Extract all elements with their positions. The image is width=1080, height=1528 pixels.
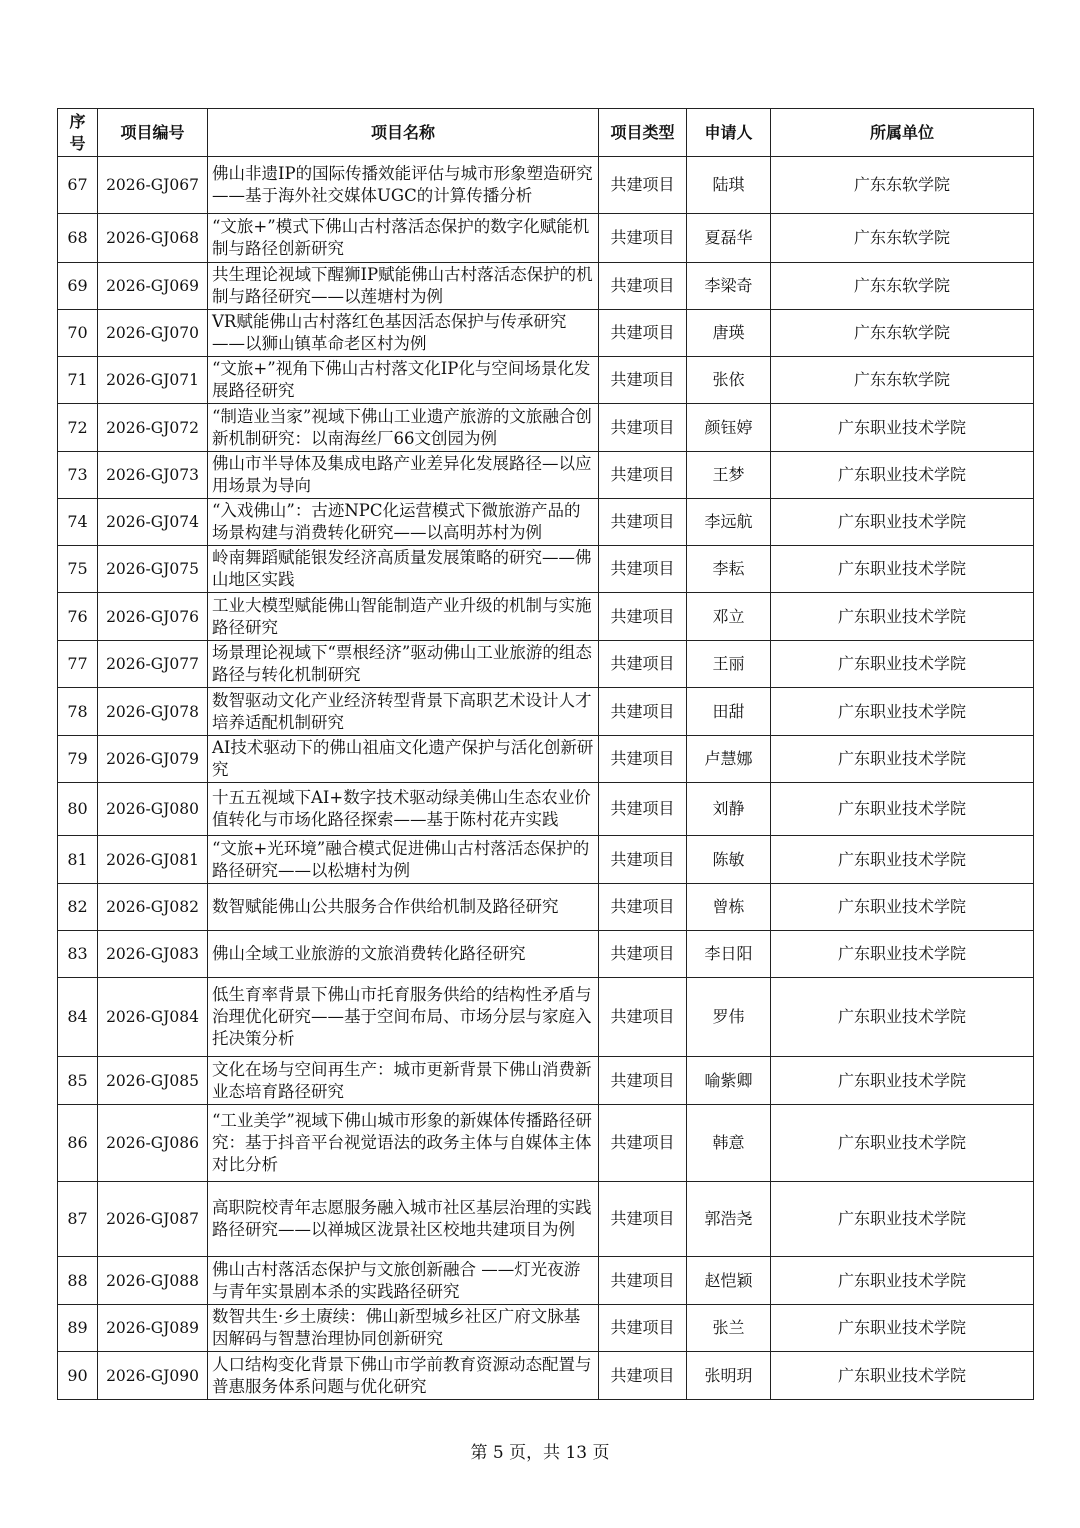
header-unit: 所属单位 xyxy=(771,109,1034,157)
cell-code: 2026-GJ081 xyxy=(98,836,208,884)
cell-code: 2026-GJ076 xyxy=(98,593,208,641)
cell-project-name: 佛山非遗IP的国际传播效能评估与城市形象塑造研究——基于海外社交媒体UGC的计算传播分析 xyxy=(208,157,599,214)
cell-no: 71 xyxy=(58,357,98,404)
project-list-sheet xyxy=(57,108,1033,1400)
cell-type: 共建项目 xyxy=(599,1057,687,1105)
cell-applicant: 喻紫卿 xyxy=(687,1057,771,1105)
cell-code: 2026-GJ083 xyxy=(98,931,208,978)
cell-code: 2026-GJ088 xyxy=(98,1257,208,1305)
cell-type: 共建项目 xyxy=(599,1305,687,1352)
cell-code: 2026-GJ077 xyxy=(98,641,208,688)
header-no: 序号 xyxy=(58,109,98,157)
cell-project-name: “工业美学”视域下佛山城市形象的新媒体传播路径研究：基于抖音平台视觉语法的政务主体与自媒体主体对比分析 xyxy=(208,1105,599,1182)
cell-project-name: AI技术驱动下的佛山祖庙文化遗产保护与活化创新研究 xyxy=(208,736,599,783)
cell-unit: 广东职业技术学院 xyxy=(771,452,1034,499)
cell-no: 84 xyxy=(58,978,98,1057)
cell-no: 85 xyxy=(58,1057,98,1105)
cell-project-name: VR赋能佛山古村落红色基因活态保护与传承研究——以狮山镇革命老区村为例 xyxy=(208,310,599,357)
cell-project-name: 数智赋能佛山公共服务合作供给机制及路径研究 xyxy=(208,884,599,931)
cell-no: 78 xyxy=(58,688,98,736)
cell-no: 89 xyxy=(58,1305,98,1352)
table-row xyxy=(58,1105,1034,1182)
cell-applicant: 刘静 xyxy=(687,783,771,836)
cell-no: 81 xyxy=(58,836,98,884)
cell-code: 2026-GJ080 xyxy=(98,783,208,836)
cell-unit: 广东职业技术学院 xyxy=(771,836,1034,884)
cell-applicant: 韩意 xyxy=(687,1105,771,1182)
cell-type: 共建项目 xyxy=(599,978,687,1057)
cell-code: 2026-GJ073 xyxy=(98,452,208,499)
cell-type: 共建项目 xyxy=(599,1182,687,1257)
cell-type: 共建项目 xyxy=(599,1257,687,1305)
cell-unit: 广东职业技术学院 xyxy=(771,736,1034,783)
cell-unit: 广东职业技术学院 xyxy=(771,499,1034,546)
cell-applicant: 李耘 xyxy=(687,546,771,593)
cell-type: 共建项目 xyxy=(599,214,687,263)
cell-project-name: 岭南舞蹈赋能银发经济高质量发展策略的研究——佛山地区实践 xyxy=(208,546,599,593)
cell-applicant: 陈敏 xyxy=(687,836,771,884)
cell-code: 2026-GJ087 xyxy=(98,1182,208,1257)
cell-unit: 广东职业技术学院 xyxy=(771,931,1034,978)
cell-applicant: 王丽 xyxy=(687,641,771,688)
cell-code: 2026-GJ075 xyxy=(98,546,208,593)
cell-no: 80 xyxy=(58,783,98,836)
table-row xyxy=(58,1305,1034,1352)
table-row xyxy=(58,357,1034,404)
cell-type: 共建项目 xyxy=(599,1105,687,1182)
header-name: 项目名称 xyxy=(208,109,599,157)
cell-no: 70 xyxy=(58,310,98,357)
cell-applicant: 田甜 xyxy=(687,688,771,736)
table-row xyxy=(58,736,1034,783)
cell-no: 86 xyxy=(58,1105,98,1182)
cell-no: 88 xyxy=(58,1257,98,1305)
cell-applicant: 张兰 xyxy=(687,1305,771,1352)
cell-project-name: “制造业当家”视域下佛山工业遗产旅游的文旅融合创新机制研究：以南海丝厂66文创园为例 xyxy=(208,404,599,452)
table-row xyxy=(58,884,1034,931)
cell-no: 83 xyxy=(58,931,98,978)
cell-no: 77 xyxy=(58,641,98,688)
cell-code: 2026-GJ085 xyxy=(98,1057,208,1105)
cell-no: 74 xyxy=(58,499,98,546)
cell-type: 共建项目 xyxy=(599,641,687,688)
cell-project-name: 工业大模型赋能佛山智能制造产业升级的机制与实施路径研究 xyxy=(208,593,599,641)
table-row xyxy=(58,499,1034,546)
cell-applicant: 陆琪 xyxy=(687,157,771,214)
table-row xyxy=(58,1352,1034,1400)
table-row xyxy=(58,263,1034,310)
cell-project-name: 高职院校青年志愿服务融入城市社区基层治理的实践路径研究——以禅城区泷景社区校地共建项目为例 xyxy=(208,1182,599,1257)
cell-type: 共建项目 xyxy=(599,931,687,978)
cell-code: 2026-GJ079 xyxy=(98,736,208,783)
cell-code: 2026-GJ072 xyxy=(98,404,208,452)
table-row xyxy=(58,836,1034,884)
cell-code: 2026-GJ074 xyxy=(98,499,208,546)
table-row xyxy=(58,404,1034,452)
cell-project-name: 十五五视域下AI+数字技术驱动绿美佛山生态农业价值转化与市场化路径探索——基于陈村花卉实践 xyxy=(208,783,599,836)
cell-code: 2026-GJ090 xyxy=(98,1352,208,1400)
cell-type: 共建项目 xyxy=(599,783,687,836)
cell-no: 76 xyxy=(58,593,98,641)
cell-type: 共建项目 xyxy=(599,357,687,404)
cell-unit: 广东东软学院 xyxy=(771,263,1034,310)
cell-unit: 广东东软学院 xyxy=(771,357,1034,404)
cell-applicant: 颜钰婷 xyxy=(687,404,771,452)
cell-unit: 广东职业技术学院 xyxy=(771,783,1034,836)
cell-unit: 广东东软学院 xyxy=(771,157,1034,214)
cell-type: 共建项目 xyxy=(599,884,687,931)
cell-project-name: 佛山古村落活态保护与文旅创新融合 ——灯光夜游与青年实景剧本杀的实践路径研究 xyxy=(208,1257,599,1305)
table-row xyxy=(58,310,1034,357)
cell-project-name: 佛山市半导体及集成电路产业差异化发展路径—以应用场景为导向 xyxy=(208,452,599,499)
cell-code: 2026-GJ071 xyxy=(98,357,208,404)
cell-unit: 广东东软学院 xyxy=(771,310,1034,357)
header-code: 项目编号 xyxy=(98,109,208,157)
cell-code: 2026-GJ078 xyxy=(98,688,208,736)
cell-code: 2026-GJ070 xyxy=(98,310,208,357)
cell-type: 共建项目 xyxy=(599,836,687,884)
table-row xyxy=(58,688,1034,736)
cell-project-name: “文旅+”视角下佛山古村落文化IP化与空间场景化发展路径研究 xyxy=(208,357,599,404)
cell-applicant: 赵恺颖 xyxy=(687,1257,771,1305)
cell-no: 69 xyxy=(58,263,98,310)
cell-type: 共建项目 xyxy=(599,310,687,357)
cell-applicant: 王梦 xyxy=(687,452,771,499)
table-row xyxy=(58,452,1034,499)
table-row xyxy=(58,978,1034,1057)
project-table xyxy=(57,108,1034,1400)
cell-code: 2026-GJ069 xyxy=(98,263,208,310)
cell-code: 2026-GJ068 xyxy=(98,214,208,263)
cell-applicant: 罗伟 xyxy=(687,978,771,1057)
cell-unit: 广东职业技术学院 xyxy=(771,404,1034,452)
cell-no: 67 xyxy=(58,157,98,214)
cell-type: 共建项目 xyxy=(599,688,687,736)
cell-unit: 广东职业技术学院 xyxy=(771,1305,1034,1352)
table-row xyxy=(58,214,1034,263)
cell-type: 共建项目 xyxy=(599,736,687,783)
cell-no: 75 xyxy=(58,546,98,593)
cell-type: 共建项目 xyxy=(599,263,687,310)
table-row xyxy=(58,641,1034,688)
cell-project-name: 共生理论视域下醒狮IP赋能佛山古村落活态保护的机制与路径研究——以莲塘村为例 xyxy=(208,263,599,310)
cell-code: 2026-GJ084 xyxy=(98,978,208,1057)
table-row xyxy=(58,931,1034,978)
header-type: 项目类型 xyxy=(599,109,687,157)
cell-applicant: 李远航 xyxy=(687,499,771,546)
cell-type: 共建项目 xyxy=(599,1352,687,1400)
table-row xyxy=(58,546,1034,593)
cell-no: 82 xyxy=(58,884,98,931)
cell-unit: 广东职业技术学院 xyxy=(771,1257,1034,1305)
cell-no: 79 xyxy=(58,736,98,783)
table-row xyxy=(58,1057,1034,1105)
cell-project-name: “文旅+光环境”融合模式促进佛山古村落活态保护的路径研究——以松塘村为例 xyxy=(208,836,599,884)
cell-project-name: 场景理论视域下“票根经济”驱动佛山工业旅游的组态路径与转化机制研究 xyxy=(208,641,599,688)
cell-project-name: 文化在场与空间再生产：城市更新背景下佛山消费新业态培育路径研究 xyxy=(208,1057,599,1105)
cell-code: 2026-GJ089 xyxy=(98,1305,208,1352)
cell-type: 共建项目 xyxy=(599,593,687,641)
table-row xyxy=(58,1257,1034,1305)
table-row xyxy=(58,1182,1034,1257)
cell-unit: 广东职业技术学院 xyxy=(771,546,1034,593)
cell-no: 72 xyxy=(58,404,98,452)
cell-unit: 广东职业技术学院 xyxy=(771,1352,1034,1400)
cell-unit: 广东职业技术学院 xyxy=(771,688,1034,736)
page-number: 第 5 页，共 13 页 xyxy=(470,1443,610,1463)
cell-no: 90 xyxy=(58,1352,98,1400)
cell-unit: 广东东软学院 xyxy=(771,214,1034,263)
cell-applicant: 卢慧娜 xyxy=(687,736,771,783)
cell-code: 2026-GJ086 xyxy=(98,1105,208,1182)
cell-type: 共建项目 xyxy=(599,452,687,499)
cell-unit: 广东职业技术学院 xyxy=(771,884,1034,931)
cell-type: 共建项目 xyxy=(599,404,687,452)
cell-applicant: 郭浩尧 xyxy=(687,1182,771,1257)
cell-project-name: “入戏佛山”：古迹NPC化运营模式下微旅游产品的场景构建与消费转化研究——以高明苏村为例 xyxy=(208,499,599,546)
cell-unit: 广东职业技术学院 xyxy=(771,1182,1034,1257)
cell-type: 共建项目 xyxy=(599,499,687,546)
cell-no: 87 xyxy=(58,1182,98,1257)
cell-unit: 广东职业技术学院 xyxy=(771,1057,1034,1105)
cell-applicant: 曾栋 xyxy=(687,884,771,931)
cell-project-name: 人口结构变化背景下佛山市学前教育资源动态配置与普惠服务体系问题与优化研究 xyxy=(208,1352,599,1400)
cell-type: 共建项目 xyxy=(599,546,687,593)
table-header-row xyxy=(58,109,1034,157)
cell-applicant: 邓立 xyxy=(687,593,771,641)
cell-unit: 广东职业技术学院 xyxy=(771,978,1034,1057)
table-row xyxy=(58,783,1034,836)
cell-no: 68 xyxy=(58,214,98,263)
header-applicant: 申请人 xyxy=(687,109,771,157)
cell-project-name: 低生育率背景下佛山市托育服务供给的结构性矛盾与治理优化研究——基于空间布局、市场分层与家庭入托决策分析 xyxy=(208,978,599,1057)
cell-applicant: 唐瑛 xyxy=(687,310,771,357)
cell-unit: 广东职业技术学院 xyxy=(771,1105,1034,1182)
cell-project-name: “文旅+”模式下佛山古村落活态保护的数字化赋能机制与路径创新研究 xyxy=(208,214,599,263)
cell-code: 2026-GJ067 xyxy=(98,157,208,214)
cell-unit: 广东职业技术学院 xyxy=(771,593,1034,641)
cell-no: 73 xyxy=(58,452,98,499)
cell-applicant: 张依 xyxy=(687,357,771,404)
cell-unit: 广东职业技术学院 xyxy=(771,641,1034,688)
cell-project-name: 佛山全域工业旅游的文旅消费转化路径研究 xyxy=(208,931,599,978)
cell-applicant: 夏磊华 xyxy=(687,214,771,263)
cell-project-name: 数智共生·乡土赓续：佛山新型城乡社区广府文脉基因解码与智慧治理协同创新研究 xyxy=(208,1305,599,1352)
cell-type: 共建项目 xyxy=(599,157,687,214)
cell-applicant: 李梁奇 xyxy=(687,263,771,310)
table-row xyxy=(58,593,1034,641)
cell-code: 2026-GJ082 xyxy=(98,884,208,931)
cell-project-name: 数智驱动文化产业经济转型背景下高职艺术设计人才培养适配机制研究 xyxy=(208,688,599,736)
table-row xyxy=(58,157,1034,214)
cell-applicant: 李日阳 xyxy=(687,931,771,978)
cell-applicant: 张明玥 xyxy=(687,1352,771,1400)
